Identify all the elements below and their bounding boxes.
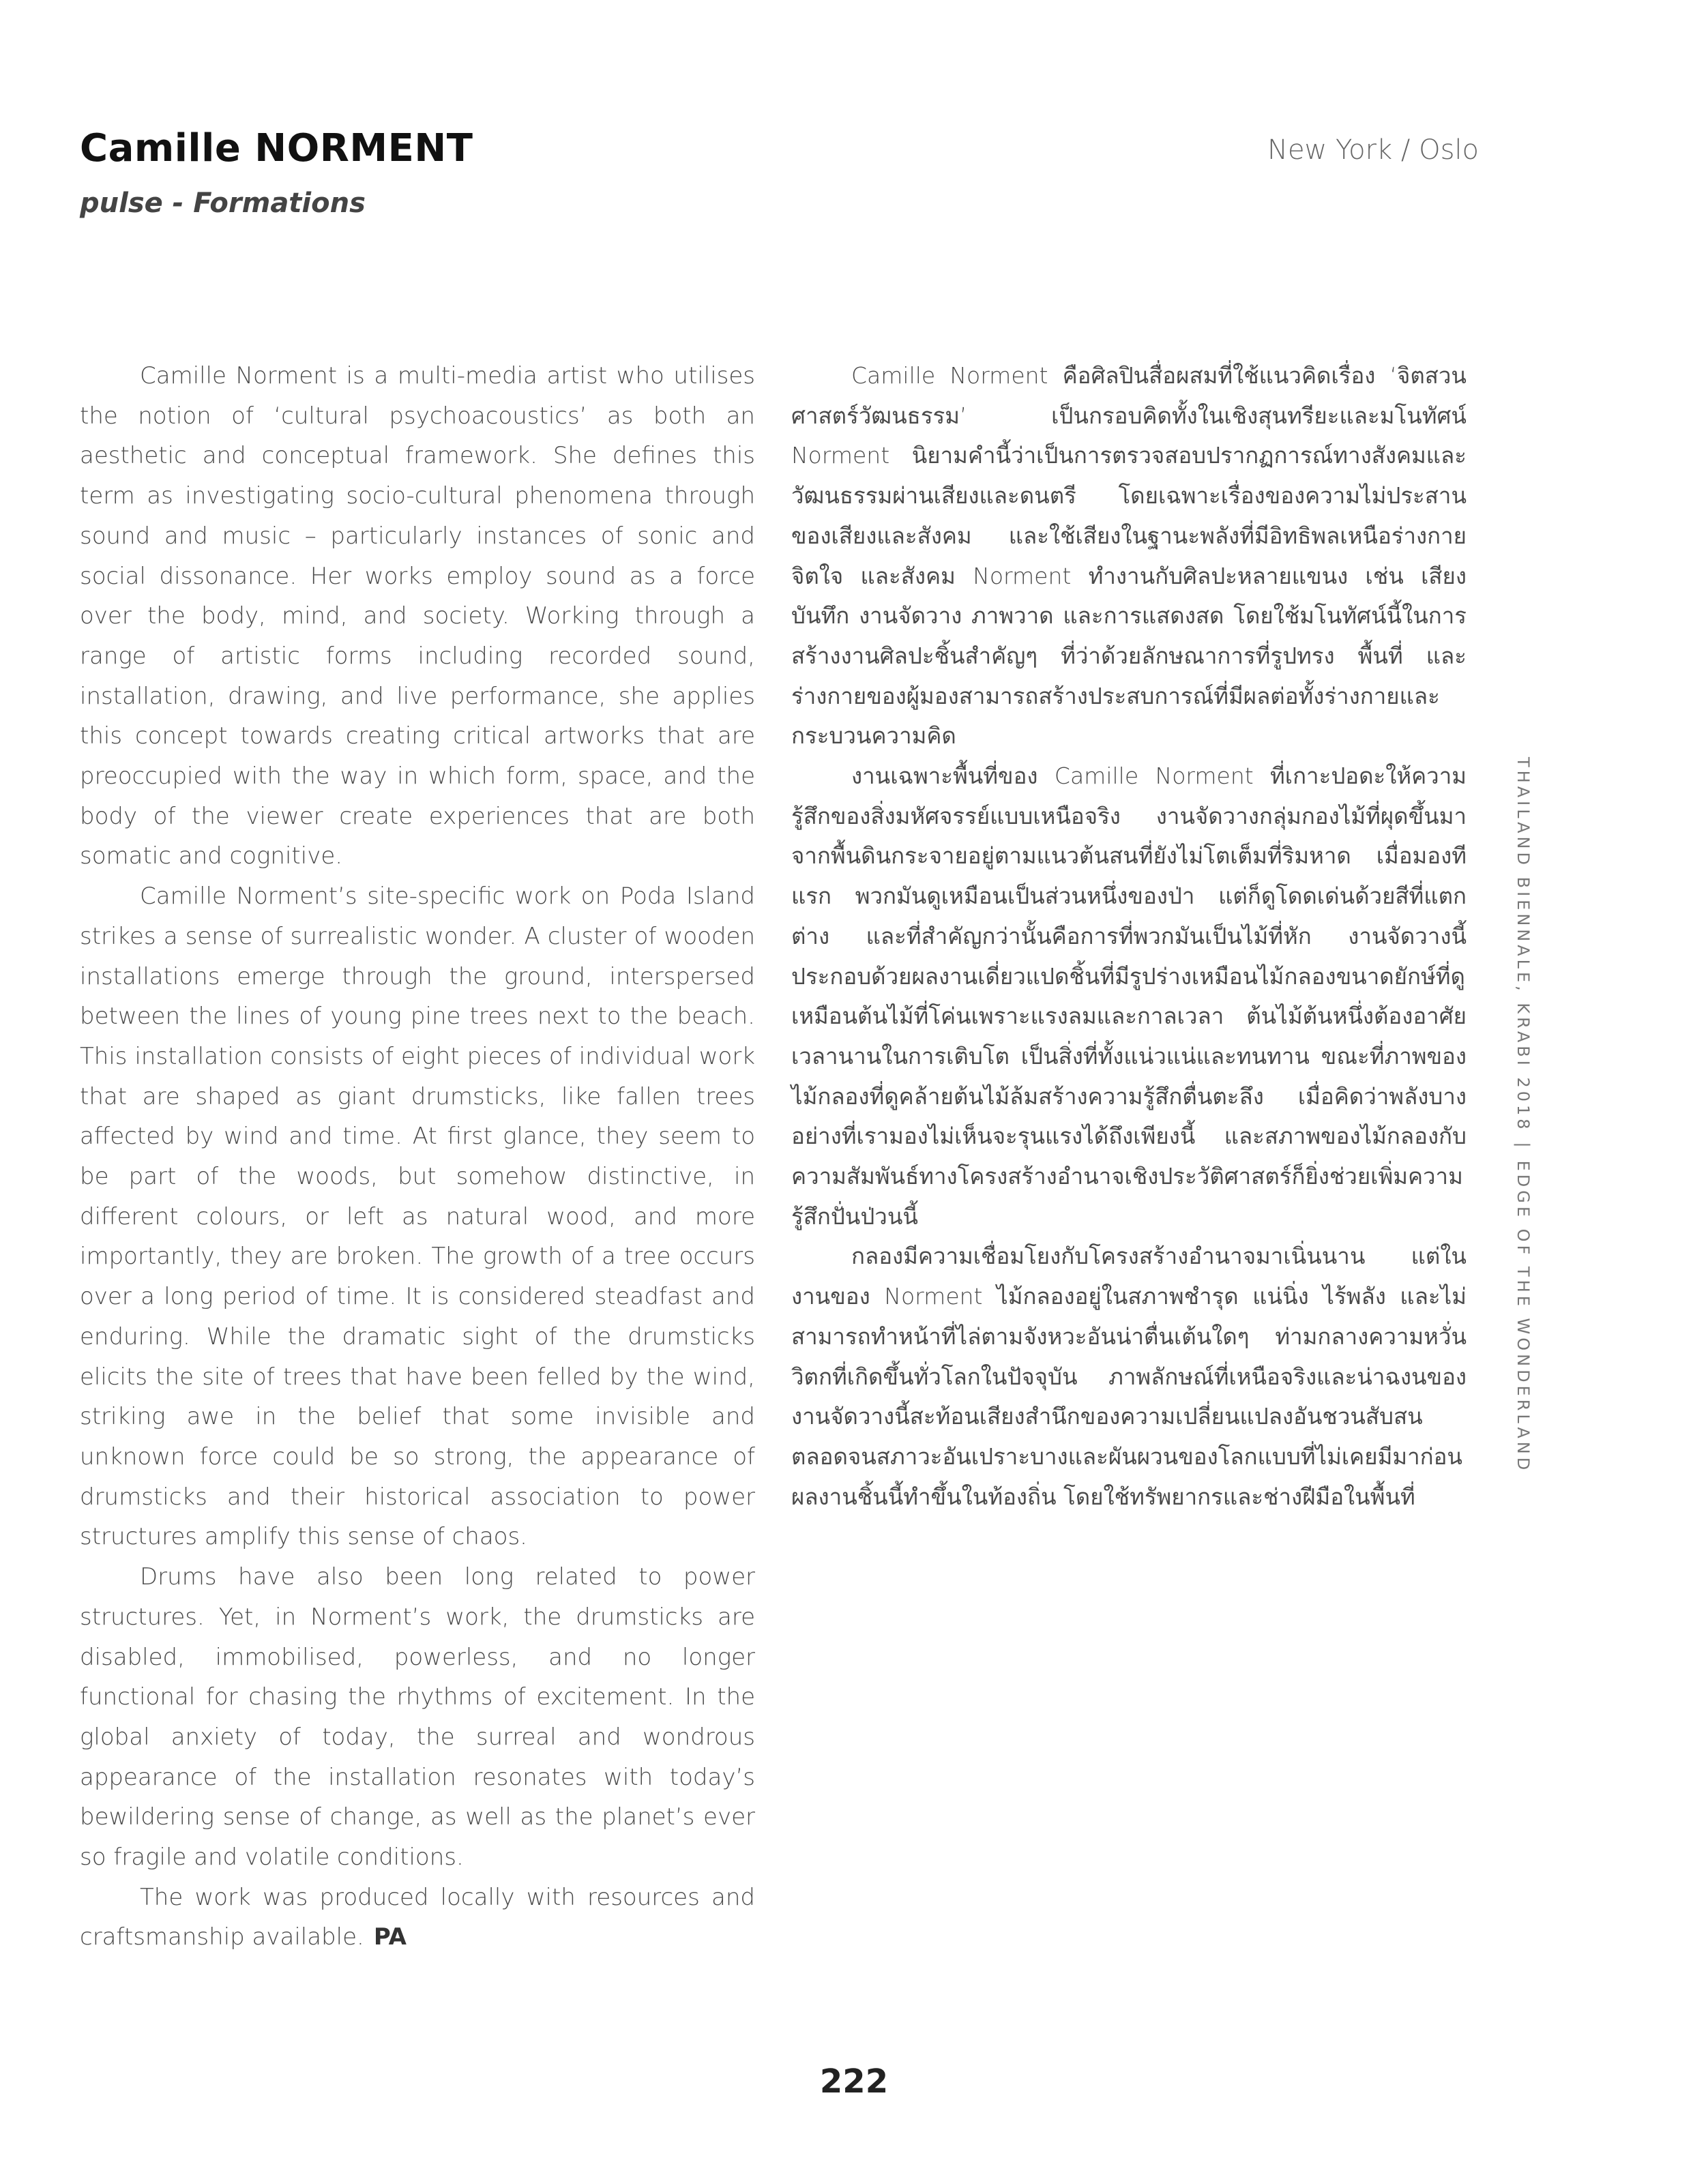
english-text-column	[80, 356, 755, 1957]
author-signature: PA	[373, 1923, 407, 1951]
running-head-separator: |	[1514, 1142, 1533, 1151]
artist-location: New York / Oslo	[1267, 134, 1479, 166]
page-number: 222	[819, 2062, 889, 2101]
thai-paragraph-2: งานเฉพาะพื้นที่ของ Camille Norment ที่เกาะปอดะให้ความรู้สึกของสิ่งมหัศจรรย์แบบเหนือจริง งานจัดวางกลุ่มกองไม้ที่ผุดขึ้นมาจากพื้นดินกระจายอยู่ตามแนวต้นสนที่ยังไม่โตเต็มที่ริมหาด เมื่อมองทีแรก พวกมันดูเหมือนเป็นส่วนหนึ่งของป่า แต่ก็ดูโดดเด่นด้วยสีที่แตกต่าง และที่สำคัญกว่านั้นคือการที่พวกมันเป็นไม้ที่หัก งานจัดวางนี้ประกอบด้วยผลงานเดี่ยวแปดชิ้นที่มีรูปร่างเหมือนไม้กลองขนาดยักษ์ที่ดูเหมือนต้นไม้ที่โค่นเพราะแรงลมและกาลเวลา ต้นไม้ต้นหนึ่งต้องอาศัยเวลานานในการเติบโต เป็นสิ่งที่ทั้งแน่วแน่และทนทาน ขณะที่ภาพของไม้กลองที่ดูคล้ายต้นไม้ล้มสร้างความรู้สึกตื่นตะลึง เมื่อคิดว่าพลังบางอย่างที่เรามองไม่เห็นจะรุนแรงได้ถึงเพียงนี้ และสภาพของไม้กลองกับความสัมพันธ์ทางโครงสร้างอำนาจเชิงประวัติศาสตร์ก็ยิ่งช่วยเพิ่มความรู้สึกปั่นป่วนนี้	[791, 763, 1467, 1230]
english-paragraph-4	[80, 1878, 755, 1957]
running-head-exhibition: EDGE OF THE WONDERLAND	[1514, 1160, 1533, 1474]
thai-paragraph-1: Camille Norment คือศิลปินสื่อผสมที่ใช้แนวคิดเรื่อง ‘จิตสวนศาสตร์วัฒนธรรม’ เป็นกรอบคิดทั้งในเชิงสุนทรียะและมโนทัศน์ Norment นิยามคำนี้ว่าเป็นการตรวจสอบปรากฏการณ์ทางสังคมและวัฒนธรรมผ่านเสียงและดนตรี โดยเฉพาะเรื่องของความไม่ประสานของเสียงและสังคม และใช้เสียงในฐานะพลังที่มีอิทธิพลเหนือร่างกาย จิตใจ และสังคม Norment ทำงานกับศิลปะหลายแขนง เช่น เสียงบันทึก งานจัดวาง ภาพวาด และการแสดงสด โดยใช้มโนทัศน์นี้ในการสร้างงานศิลปะชิ้นสำคัญๆ ที่ว่าด้วยลักษณาการที่รูปทรง พื้นที่ และร่างกายของผู้มองสามารถสร้างประสบการณ์ที่มีผลต่อทั้งร่างกายและกระบวนความคิด	[791, 362, 1467, 750]
english-paragraph-2: Camille Norment’s site-specific work on Poda Island strikes a sense of surrealistic wonder. A cluster of wooden installations emerge through the ground, interspersed between the lines of young pine trees next to the beach. This installation consists of eight pieces of individual work that are shaped as giant drumsticks, like fallen trees affected by wind and time. At first glance, they seem to be part of the woods, but somehow distinctive, in different colours, or left as natural wood, and more importantly, they are broken. The growth of a tree occurs over a long period of time. It is considered steadfast and enduring. While the dramatic sight of the drumsticks elicits the site of trees that have been felled by the wind, striking awe in the belief that some invisible and unknown force could be so strong, the appearance of drumsticks and their historical association to power structures amplify this sense of chaos.	[80, 883, 755, 1551]
thai-paragraph-3: กลองมีความเชื่อมโยงกับโครงสร้างอำนาจมาเนิ่นนาน แต่ในงานของ Norment ไม้กลองอยู่ในสภาพชำรุด แน่นิ่ง ไร้พลัง และไม่สามารถทำหน้าที่ไล่ตามจังหวะอันน่าตื่นเต้นใดๆ ท่ามกลางความหวั่นวิตกที่เกิดขึ้นทั่วโลกในปัจจุบัน ภาพลักษณ์ที่เหนือจริงและน่าฉงนของงานจัดวางนี้สะท้อนเสียงสำนึกของความเปลี่ยนแปลงอันชวนสับสนตลอดจนสภาวะอันเปราะบางและผันผวนของโลกแบบที่ไม่เคยมีมาก่อน ผลงานชิ้นนี้ทำขึ้นในท้องถิ่น โดยใช้ทรัพยากรและช่างฝีมือในพื้นที่	[791, 1243, 1467, 1510]
running-head-publication: THAILAND BIENNALE, KRABI 2018	[1514, 757, 1533, 1133]
english-paragraph-3: Drums have also been long related to power structures. Yet, in Norment’s work, the drumsticks are disabled, immobilised, powerless, and no longer functional for chasing the rhythms of excitement. In the global anxiety of today, the surreal and wondrous appearance of the installation resonates with today’s bewildering sense of change, as well as the planet’s ever so fragile and volatile conditions.	[80, 1563, 755, 1871]
artwork-title: pulse - Formations	[80, 188, 366, 219]
artist-name: Camille NORMENT	[80, 126, 473, 171]
english-paragraph-4-text: The work was produced locally with resources and craftsmanship available.	[80, 1883, 755, 1951]
running-head	[1510, 757, 1537, 1474]
thai-text-column	[791, 356, 1467, 1517]
english-paragraph-1: Camille Norment is a multi-media artist who utilises the notion of ‘cultural psychoacoustics’ as both an aesthetic and conceptual framework. She defines this term as investigating socio-cultural phenomena through sound and music – particularly instances of sonic and social dissonance. Her works employ sound as a force over the body, mind, and society. Working through a range of artistic forms including recorded sound, installation, drawing, and live performance, she applies this concept towards creating critical artworks that are preoccupied with the way in which form, space, and the body of the viewer create experiences that are both somatic and cognitive.	[80, 362, 755, 870]
